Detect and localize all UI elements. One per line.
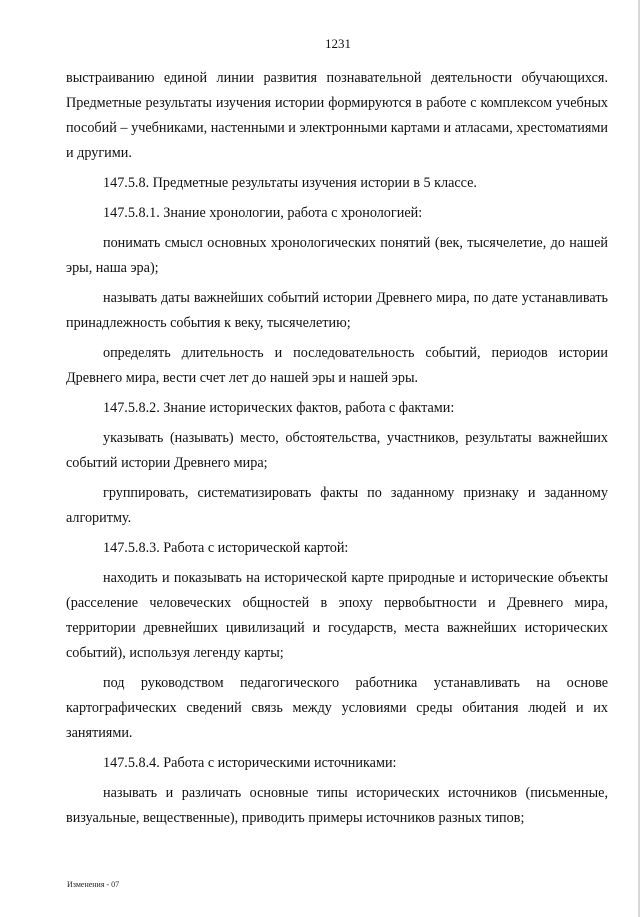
body-text bbox=[66, 66, 608, 831]
list-item-duration-sequence: определять длительность и последовательность событий, периодов истории Древнего мира, вести счет лет до нашей эры и нашей эры. bbox=[66, 345, 608, 386]
section-heading-147-5-8-2: 147.5.8.2. Знание исторических фактов, работа с фактами: bbox=[103, 400, 455, 416]
section-heading-147-5-8-4: 147.5.8.4. Работа с историческими источниками: bbox=[103, 755, 397, 771]
list-item-map-objects: находить и показывать на исторической карте природные и исторические объекты (расселение человеческих общностей в эпоху первобытности и Древнего мира, территории древнейших цивилизаций и государств, места важнейших исторических событий), используя легенду карты; bbox=[66, 570, 608, 661]
section-heading-147-5-8-1: 147.5.8.1. Знание хронологии, работа с хронологией: bbox=[103, 205, 423, 221]
list-item-indicate-events: указывать (называть) место, обстоятельства, участников, результаты важнейших событий истории Древнего мира; bbox=[66, 430, 608, 471]
list-item-group-facts: группировать, систематизировать факты по заданному признаку и заданному алгоритму. bbox=[66, 485, 608, 526]
list-item-source-types: называть и различать основные типы исторических источников (письменные, визуальные, вещественные), приводить примеры источников разных типов; bbox=[66, 785, 608, 826]
list-item-chronology-concepts: понимать смысл основных хронологических понятий (век, тысячелетие, до нашей эры, наша эра); bbox=[66, 235, 608, 276]
paragraph-intro-continuation: выстраиванию единой линии развития познавательной деятельности обучающихся. Предметные результаты изучения истории формируются в работе с комплексом учебных пособий – учебниками, настенными и электронными картами и атласами, хрестоматиями и другими. bbox=[66, 70, 608, 161]
list-item-map-relations: под руководством педагогического работника устанавливать на основе картографических сведений связь между условиями среды обитания людей и их занятиями. bbox=[66, 675, 608, 741]
footer-revision-note: Изменения - 07 bbox=[67, 880, 120, 889]
section-heading-147-5-8: 147.5.8. Предметные результаты изучения истории в 5 классе. bbox=[103, 175, 477, 191]
list-item-dates-events: называть даты важнейших событий истории Древнего мира, по дате устанавливать принадлежность события к веку, тысячелетию; bbox=[66, 290, 608, 331]
page-number: 1231 bbox=[325, 36, 351, 51]
section-heading-147-5-8-3: 147.5.8.3. Работа с исторической картой: bbox=[103, 540, 349, 556]
